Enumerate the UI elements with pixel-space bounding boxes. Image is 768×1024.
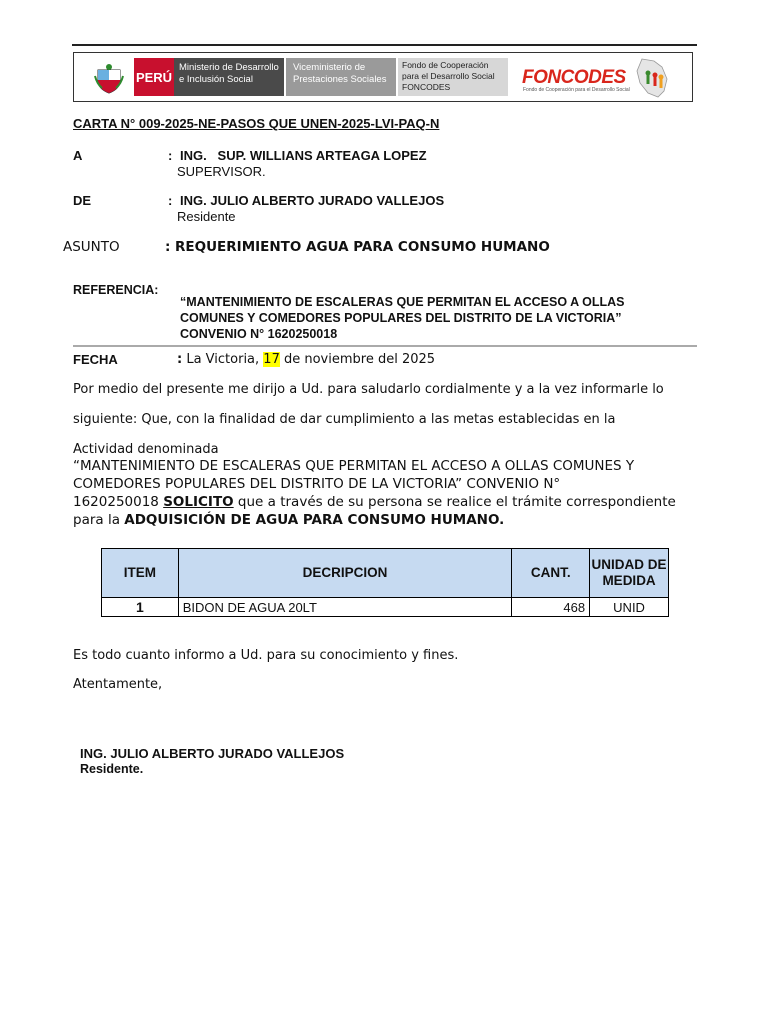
referencia-text bbox=[180, 294, 624, 342]
col-desc-header: DECRIPCION bbox=[178, 549, 512, 598]
table-row bbox=[102, 598, 669, 617]
referencia-line-1: “MANTENIMIENTO DE ESCALERAS QUE PERMITAN EL ACCESO A OLLAS bbox=[180, 295, 625, 309]
fondo-label: Fondo de Cooperación para el Desarrollo Social FONCODES bbox=[398, 58, 508, 96]
body-p2: siguiente: Que, con la finalidad de dar cumplimiento a las metas establecidas en la bbox=[73, 412, 616, 427]
fecha-prefix: La Victoria, bbox=[186, 352, 264, 367]
de-name: ING. JULIO ALBERTO JURADO VALLEJOS bbox=[180, 193, 445, 208]
asunto-label: ASUNTO bbox=[63, 239, 120, 255]
col-unidad-header: UNIDAD DE MEDIDA bbox=[590, 549, 669, 598]
body-paragraph bbox=[73, 457, 676, 529]
body-p4: “MANTENIMIENTO DE ESCALERAS QUE PERMITAN EL ACCESO A OLLAS COMUNES Y bbox=[73, 458, 635, 474]
fecha-suffix: de noviembre del 2025 bbox=[279, 352, 436, 367]
fecha-value bbox=[177, 352, 435, 367]
peru-map-icon bbox=[634, 57, 670, 99]
signature-name: ING. JULIO ALBERTO JURADO VALLEJOS bbox=[80, 746, 345, 761]
body-p7a: para la bbox=[73, 512, 125, 528]
closing-line-1: Es todo cuanto informo a Ud. para su conocimiento y fines. bbox=[73, 648, 459, 663]
peru-coat-of-arms-icon bbox=[94, 62, 124, 94]
ministerio-label: Ministerio de Desarrollo e Inclusión Social bbox=[174, 58, 284, 96]
de-label: DE bbox=[73, 193, 92, 208]
fecha-sep: : bbox=[177, 352, 183, 367]
referencia-label: REFERENCIA: bbox=[73, 283, 159, 297]
body-p6 bbox=[73, 493, 676, 511]
adquisicion-text: ADQUISICIÓN DE AGUA PARA CONSUMO HUMANO. bbox=[124, 512, 505, 528]
body-p5: COMEDORES POPULARES DEL DISTRITO DE LA VICTORIA” CONVENIO N° bbox=[73, 476, 561, 492]
fecha-label: FECHA bbox=[73, 352, 118, 367]
col-cant-header: CANT. bbox=[512, 549, 590, 598]
referencia-line-2: COMUNES Y COMEDORES POPULARES DEL DISTRITO DE LA VICTORIA” bbox=[180, 311, 622, 325]
a-name: ING. SUP. WILLIANS ARTEAGA LOPEZ bbox=[180, 148, 427, 163]
row-item: 1 bbox=[102, 598, 179, 617]
a-role: SUPERVISOR. bbox=[177, 164, 266, 179]
foncodes-logo: FONCODES bbox=[522, 67, 626, 88]
referencia-line-3: CONVENIO N° 1620250018 bbox=[180, 327, 338, 341]
peru-label: PERÚ bbox=[134, 58, 174, 96]
asunto-value: REQUERIMIENTO AGUA PARA CONSUMO HUMANO bbox=[175, 239, 550, 255]
body-p6c: que a través de su persona se realice el trámite correspondiente bbox=[233, 494, 676, 510]
a-sep: : bbox=[168, 148, 173, 163]
col-item-header: ITEM bbox=[102, 549, 179, 598]
fecha-day: 17 bbox=[263, 352, 280, 367]
row-unidad: UNID bbox=[590, 598, 669, 617]
a-label: A bbox=[73, 148, 83, 163]
divider bbox=[73, 345, 697, 347]
row-desc: BIDON DE AGUA 20LT bbox=[178, 598, 512, 617]
solicito-text: SOLICITO bbox=[163, 494, 234, 510]
table-header-row bbox=[102, 549, 669, 598]
foncodes-subtitle: Fondo de Cooperación para el Desarrollo Social bbox=[523, 87, 630, 93]
carta-number: CARTA N° 009-2025-NE-PASOS QUE UNEN-2025-LVI-PAQ-N bbox=[73, 116, 440, 131]
body-p1: Por medio del presente me dirijo a Ud. para saludarlo cordialmente y a la vez informarle lo bbox=[73, 382, 664, 397]
viceministerio-label: Viceministerio de Prestaciones Sociales bbox=[286, 58, 396, 96]
body-p6a: 1620250018 bbox=[73, 494, 164, 510]
row-cant: 468 bbox=[512, 598, 590, 617]
de-role: Residente bbox=[177, 209, 236, 224]
closing-line-2: Atentamente, bbox=[73, 677, 163, 692]
header-banner bbox=[73, 52, 693, 102]
body-p3: Actividad denominada bbox=[73, 442, 219, 457]
top-rule bbox=[72, 44, 697, 46]
signature-role: Residente. bbox=[80, 762, 144, 776]
asunto-sep: : bbox=[165, 239, 171, 255]
body-p7 bbox=[73, 511, 676, 529]
items-table bbox=[101, 548, 669, 617]
de-sep: : bbox=[168, 193, 173, 208]
